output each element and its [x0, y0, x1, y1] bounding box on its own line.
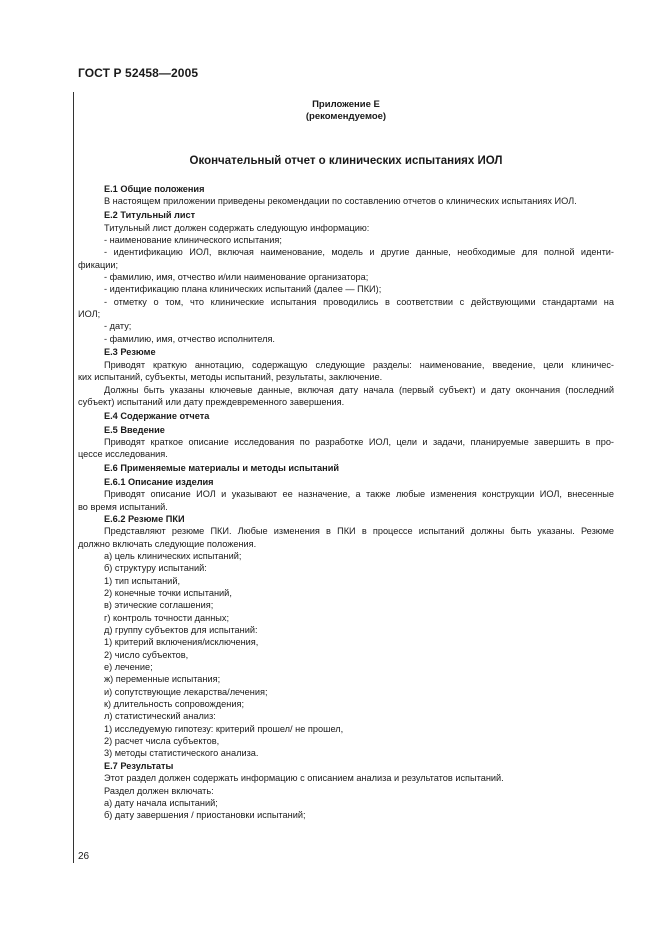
body-line: цессе исследования. [78, 449, 168, 460]
body-line: субъект) испытаний или дату преждевременного завершения. [78, 396, 345, 407]
body-line: Должны быть указаны ключевые данные, включая дату начала (первый субъект) и дату окончания (последний [104, 384, 614, 395]
document-title: Окончательный отчет о клинических испытаниях ИОЛ [189, 155, 503, 167]
body-line: и) сопутствующие лекарства/лечения; [104, 686, 268, 697]
page-number: 26 [78, 851, 90, 862]
body-line: Приводят описание ИОЛ и указывают ее назначение, а также любые изменения конструкции ИОЛ, внесенные [104, 489, 614, 500]
body-line: - фамилию, имя, отчество и/или наименование организатора; [104, 271, 369, 282]
body-line: 2) расчет числа субъектов, [104, 736, 220, 747]
body-line: Приводят краткое описание исследования по разработке ИОЛ, цели и задачи, планируемые завершить в про- [104, 436, 614, 447]
body-line: 1) исследуемую гипотезу: критерий прошел/ не прошел, [104, 723, 344, 734]
section-heading: Е.6.2 Резюме ПКИ [104, 513, 185, 524]
appendix-status: (рекомендуемое) [305, 111, 387, 122]
body-line: ИОЛ; [78, 308, 101, 319]
body-line: 3) методы статистического анализа. [104, 748, 259, 759]
body-line: Приводят краткую аннотацию, содержащую следующие разделы: наименование, введение, цели клиничес- [104, 359, 614, 370]
body-line: должно включать следующие положения. [78, 538, 257, 549]
body-line: - идентификацию плана клинических испытаний (далее — ПКИ); [104, 284, 382, 295]
body-line: - идентификацию ИОЛ, включая наименование, модель и другие данные, необходимые для полной иденти- [104, 247, 614, 258]
body-line: фикации; [78, 259, 119, 270]
body-line: 2) конечные точки испытаний, [104, 588, 232, 598]
body-line: Титульный лист должен содержать следующую информацию: [104, 222, 370, 233]
section-heading: Е.1 Общие положения [104, 184, 205, 194]
body-line: а) цель клинических испытаний; [104, 550, 242, 561]
document-body [78, 183, 614, 822]
body-line: в) этические соглашения; [104, 600, 214, 611]
left-margin-rule [73, 92, 74, 863]
body-line: В настоящем приложении приведены рекомендации по составлению отчетов о клинических испытаниях ИОЛ. [104, 196, 577, 207]
section-heading: Е.4 Содержание отчета [104, 410, 210, 421]
body-line: б) дату завершения / приостановки испытаний; [104, 810, 306, 821]
standard-number: ГОСТ Р 52458—2005 [78, 66, 199, 80]
body-line: 2) число субъектов, [104, 649, 189, 660]
section-heading: Е.6.1 Описание изделия [104, 476, 214, 487]
body-line: а) дату начала испытаний; [104, 797, 218, 808]
body-line: ких испытаний, субъекты, методы испытаний, результаты, заключение. [78, 372, 383, 383]
body-line: Раздел должен включать: [104, 785, 214, 796]
body-line: г) контроль точности данных; [104, 612, 230, 623]
section-heading: Е.2 Титульный лист [104, 210, 196, 221]
body-line: 1) критерий включения/исключения, [104, 637, 259, 648]
body-line: д) группу субъектов для испытаний: [104, 625, 258, 636]
body-line: Представляют резюме ПКИ. Любые изменения в ПКИ в процессе испытаний должны быть указаны. Резюме [104, 526, 614, 537]
section-heading: Е.5 Введение [104, 424, 165, 435]
body-line: е) лечение; [104, 662, 153, 673]
body-line: во время испытаний. [78, 501, 168, 512]
body-line: л) статистический анализ: [104, 711, 216, 722]
body-line: к) длительность сопровождения; [104, 699, 245, 710]
body-line: - наименование клинического испытания; [104, 234, 282, 245]
body-line: 1) тип испытаний, [104, 575, 180, 586]
body-line: ж) переменные испытания; [104, 674, 221, 685]
body-line: - фамилию, имя, отчество исполнителя. [104, 333, 275, 344]
body-line: б) структуру испытаний: [104, 563, 207, 574]
body-line: - отметку о том, что клинические испытания проводились в соответствии с действующими стандартами на [104, 296, 614, 307]
appendix-label: Приложение Е [312, 99, 380, 110]
body-line: - дату; [104, 321, 132, 332]
section-heading: Е.7 Результаты [104, 760, 174, 771]
section-heading: Е.6 Применяемые материалы и методы испытаний [104, 463, 340, 474]
section-heading: Е.3 Резюме [104, 347, 156, 358]
body-line: Этот раздел должен содержать информацию с описанием анализа и результатов испытаний. [104, 773, 504, 784]
